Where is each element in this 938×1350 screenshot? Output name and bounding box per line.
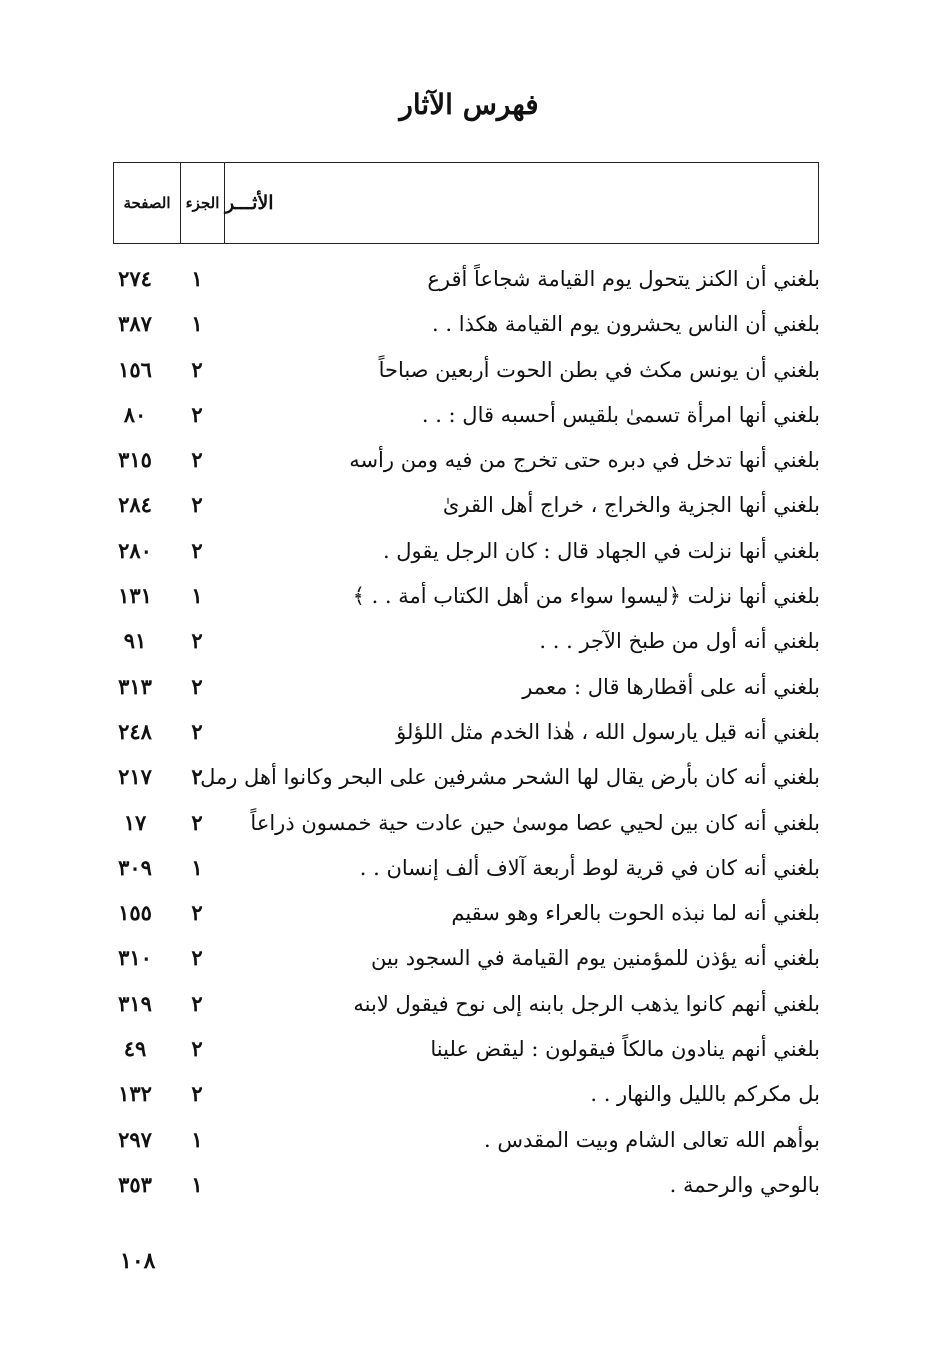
athar-text: بلغني أن الكنز يتحول يوم القيامة شجاعاً أقرع — [427, 267, 820, 291]
page-reference: ١٧ — [123, 809, 147, 835]
part-number: ١ — [191, 266, 203, 291]
table-row — [0, 892, 938, 937]
table-row — [0, 937, 938, 982]
page-reference: ٩١ — [123, 628, 147, 654]
athar-text: بلغني أنه كان في قرية لوط أربعة آلاف ألف إنسان . . — [359, 855, 820, 880]
table-row — [0, 983, 938, 1028]
part-number: ٢ — [191, 673, 203, 699]
header-part-column: الجزء — [181, 163, 225, 243]
athar-text: بلغني أنه على أقطارها قال : معمر — [522, 674, 820, 699]
athar-text: بل مكركم بالليل والنهار . . — [590, 1082, 820, 1107]
table-row — [0, 439, 938, 484]
part-number: ٢ — [191, 809, 203, 835]
athar-text: بوأهم الله تعالى الشام وبيت المقدس . — [484, 1127, 820, 1152]
page-reference: ١٣١ — [118, 583, 152, 609]
athar-text: بلغني أنها نزلت ﴿ليسوا سواء من أهل الكتاب أمة . . ﴾ — [352, 584, 820, 609]
part-number: ٢ — [191, 447, 203, 473]
part-number: ١ — [191, 1171, 203, 1197]
page-reference: ٢١٧ — [118, 764, 152, 790]
table-row — [0, 575, 938, 620]
table-row — [0, 756, 938, 801]
page-reference: ٣١٥ — [118, 447, 152, 473]
athar-text: بلغني أنه يؤذن للمؤمنين يوم القيامة في السجود بين — [370, 946, 820, 971]
athar-text: بلغني أنها نزلت في الجهاد قال : كان الرجل يقول . — [382, 538, 820, 563]
page-reference: ٢٩٧ — [118, 1126, 152, 1152]
athar-text: بلغني أنها تدخل في دبره حتى تخرج من فيه ومن رأسه — [349, 448, 820, 473]
table-header — [113, 162, 819, 244]
part-number: ٢ — [191, 492, 203, 518]
athar-text: بلغني أنه كان بأرض يقال لها الشحر مشرفين على البحر وكانوا أهل رمل — [200, 765, 820, 790]
part-number: ١ — [191, 854, 203, 880]
page-reference: ٢٨٤ — [118, 492, 152, 518]
athar-text: بلغني أنه أول من طبخ الآجر . . . — [539, 629, 820, 654]
table-row — [0, 1164, 938, 1209]
table-row — [0, 711, 938, 756]
index-rows — [0, 258, 938, 1209]
part-number: ٢ — [191, 945, 203, 971]
part-number: ٢ — [191, 537, 203, 563]
part-number: ٢ — [191, 401, 203, 427]
page-reference: ٢٧٤ — [118, 266, 152, 291]
part-number: ٢ — [191, 1036, 203, 1062]
header-page-column: الصفحة — [114, 163, 181, 243]
page-reference: ٤٩ — [123, 1036, 147, 1062]
page-reference: ٢٤٨ — [118, 718, 152, 744]
table-row — [0, 1073, 938, 1118]
page-reference: ١٥٥ — [118, 900, 152, 926]
athar-text: بلغني أنه قيل يارسول الله ، هٰذا الخدم مثل اللؤلؤ — [396, 719, 820, 744]
part-number: ٢ — [191, 356, 203, 382]
table-row — [0, 303, 938, 348]
athar-text: بلغني أن الناس يحشرون يوم القيامة هكذا . . — [432, 312, 820, 337]
table-row — [0, 1028, 938, 1073]
athar-text: بلغني أنها الجزية والخراج ، خراج أهل القرىٰ — [442, 493, 820, 518]
part-number: ٢ — [191, 628, 203, 654]
athar-text: بلغني أن يونس مكث في بطن الحوت أربعين صباحاً — [378, 357, 820, 382]
page-reference: ٨٠ — [123, 401, 147, 427]
athar-text: بلغني أنه لما نبذه الحوت بالعراء وهو سقيم — [451, 901, 820, 926]
part-number: ٢ — [191, 718, 203, 744]
page-title: فهرس الآثار — [399, 88, 539, 121]
table-row — [0, 802, 938, 847]
part-number: ٢ — [191, 1081, 203, 1107]
part-number: ٢ — [191, 990, 203, 1016]
table-row — [0, 349, 938, 394]
athar-text: بالوحي والرحمة . — [669, 1172, 820, 1197]
part-number: ٢ — [191, 900, 203, 926]
page-reference: ٣١٠ — [118, 945, 152, 971]
table-row — [0, 666, 938, 711]
athar-text: بلغني أنهم كانوا يذهب الرجل بابنه إلى نوح فيقول لابنه — [353, 991, 820, 1016]
page-reference: ٣١٩ — [118, 990, 152, 1016]
table-row — [0, 620, 938, 665]
page-number: ١٠٨ — [120, 1248, 156, 1274]
page-reference: ٣١٣ — [118, 673, 152, 699]
table-row — [0, 394, 938, 439]
table-row — [0, 484, 938, 529]
athar-text: بلغني أنها امرأة تسمىٰ بلقيس أحسبه قال : . . — [421, 402, 820, 427]
page-reference: ٣٨٧ — [118, 311, 152, 337]
page-reference: ٣٥٣ — [118, 1171, 152, 1197]
table-row — [0, 258, 938, 303]
table-row — [0, 847, 938, 892]
page-reference: ١٣٢ — [118, 1081, 152, 1107]
part-number: ٢ — [191, 764, 203, 790]
table-row — [0, 1119, 938, 1164]
page-reference: ٣٠٩ — [118, 854, 152, 880]
table-row — [0, 530, 938, 575]
part-number: ١ — [191, 311, 203, 337]
part-number: ١ — [191, 583, 203, 609]
part-number: ١ — [191, 1126, 203, 1152]
athar-text: بلغني أنه كان بين لحيي عصا موسىٰ حين عادت حية خمسون ذراعاً — [250, 810, 820, 835]
header-athar-column: الأثـــر — [225, 192, 274, 214]
page-reference: ١٥٦ — [118, 356, 152, 382]
athar-text: بلغني أنهم ينادون مالكاً فيقولون : ليقض علينا — [430, 1037, 820, 1062]
page-reference: ٢٨٠ — [118, 537, 152, 563]
